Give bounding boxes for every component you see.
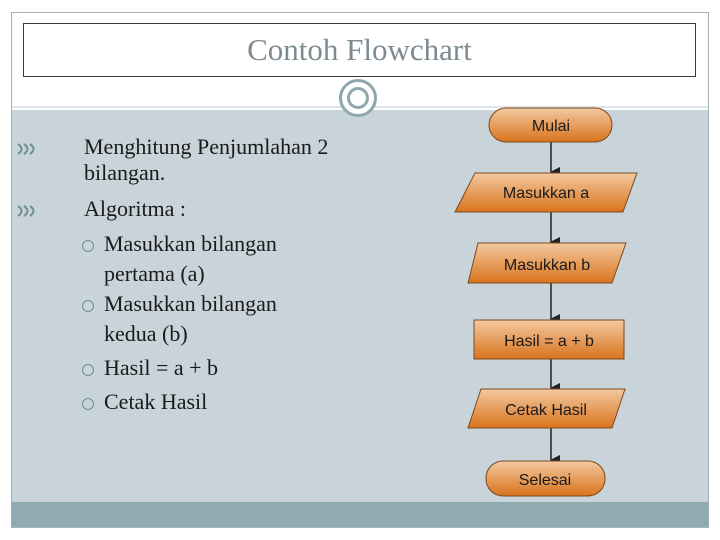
sub-bullet-line: Hasil = a + b: [104, 355, 219, 380]
sub-bullet-line: Masukkan bilangan: [104, 231, 277, 256]
end-label: Selesai: [518, 472, 572, 489]
slide-title: Contoh Flowchart: [23, 23, 696, 77]
start-label: Mulai: [531, 118, 571, 135]
output-label: Cetak Hasil: [505, 402, 587, 419]
sub-bullet-line: Cetak Hasil: [104, 389, 208, 414]
sub-bullet-line: pertama (a): [104, 261, 205, 286]
bullet-line: Algoritma :: [84, 196, 187, 221]
bullet-line: bilangan.: [84, 160, 166, 185]
input-b-label: Masukkan b: [503, 257, 591, 274]
sub-bullet-line: kedua (b): [104, 321, 188, 346]
sub-bullet-line: Masukkan bilangan: [104, 291, 277, 316]
process-label: Hasil = a + b: [504, 333, 594, 350]
input-a-label: Masukkan a: [502, 185, 590, 202]
bullet-line: Menghitung Penjumlahan 2: [84, 134, 329, 159]
